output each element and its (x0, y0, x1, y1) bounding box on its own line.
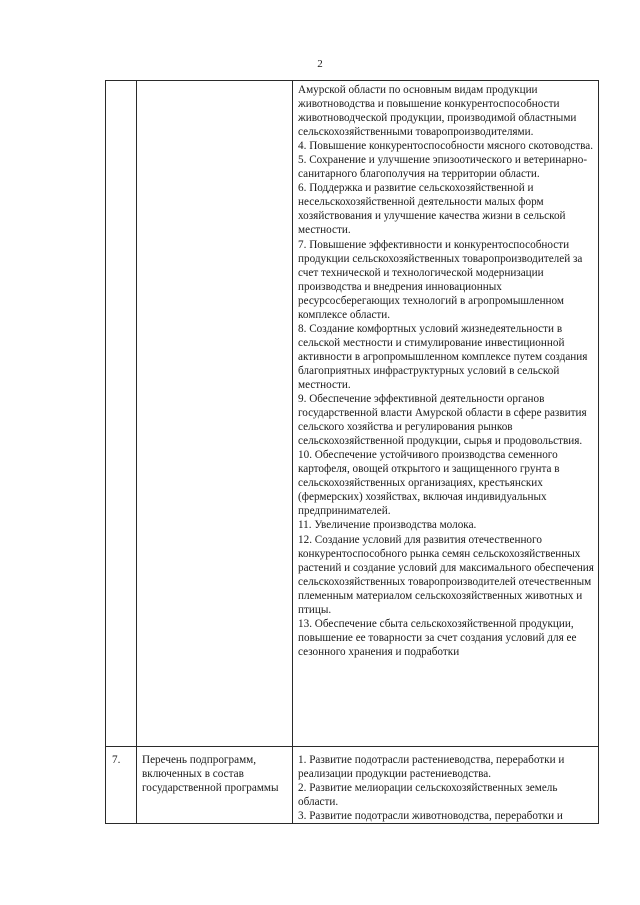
row-number (106, 81, 136, 87)
list-item: 4. Повышение конкурентоспособности мясного скотоводства. (298, 140, 594, 153)
list-item: 1. Развитие подотрасли растениеводства, переработки и реализации продукции растениеводства. (298, 754, 565, 781)
program-passport-table (105, 80, 599, 824)
list-item: 8. Создание комфортных условий жизнедеятельности в сельской местности и стимулирование инвестиционной активности в агропромышленном комплексе путем создания благоприятных инфраструктурных условий в сельской местности. (298, 322, 588, 391)
list-item: 13. Обеспечение сбыта сельскохозяйственной продукции, повышение ее товарности за счет создания условий для ее сезонного хранения и подработки (298, 617, 577, 658)
list-item: 2. Развитие мелиорации сельскохозяйственных земель области. (298, 782, 558, 809)
row-content-cell (293, 81, 599, 747)
list-item: 11. Увеличение производства молока. (298, 519, 477, 532)
list-item: 3. Развитие подотрасли животноводства, переработки и (298, 810, 563, 823)
list-item: 9. Обеспечение эффективной деятельности органов государственной власти Амурской области в сфере развития сельского хозяйства и регулирования рынков сельскохозяйственной продукции, сырья и продовольствия. (298, 393, 587, 448)
list-item: 10. Обеспечение устойчивого производства семенного картофеля, овощей открытого и защищенного грунта в сельскохозяйственных организациях, крестьянских (фермерских) хозяйствах, включая индивидуальных предпринимателей. (298, 449, 560, 518)
list-item: 12. Создание условий для развития отечественного конкурентоспособного рынка семян сельскохозяйственных растений и создание условий для максимального обеспечения сельскохозяйственных товаропроизводителей отечественным племенным материалом сельскохозяйственных животных и птицы. (298, 533, 594, 616)
list-item: 6. Поддержка и развитие сельскохозяйственной и несельскохозяйственной деятельности малых форм хозяйствования и улучшение качества жизни в сельской местности. (298, 182, 566, 237)
list-item: Амурской области по основным видам продукции животноводства и повышение конкурентоспособности животноводческой продукции, производимой областными сельскохозяйственными товаропроизводителями. (298, 84, 577, 139)
table-row (106, 747, 599, 824)
row-label (137, 81, 292, 87)
row-number-cell (106, 747, 137, 824)
list-item: 7. Повышение эффективности и конкурентоспособности продукции сельскохозяйственных товаропроизводителей за счет технической и технологической модернизации производства и внедрения инновационных ресурсосберегающих технологий в агропромышленном комплексе области. (298, 238, 583, 321)
page-number: 2 (317, 58, 323, 70)
row-label-cell (137, 81, 293, 747)
row-content-cell (293, 747, 599, 824)
row-number-cell (106, 81, 137, 747)
list-item: 5. Сохранение и улучшение эпизоотического и ветеринарно-санитарного благополучия на территории области. (298, 154, 588, 181)
row-label: Перечень подпрограмм, включенных в состав государственной программы (142, 754, 279, 795)
table-row (106, 81, 599, 747)
row-label-cell (137, 747, 293, 824)
row-number: 7. (112, 754, 121, 766)
